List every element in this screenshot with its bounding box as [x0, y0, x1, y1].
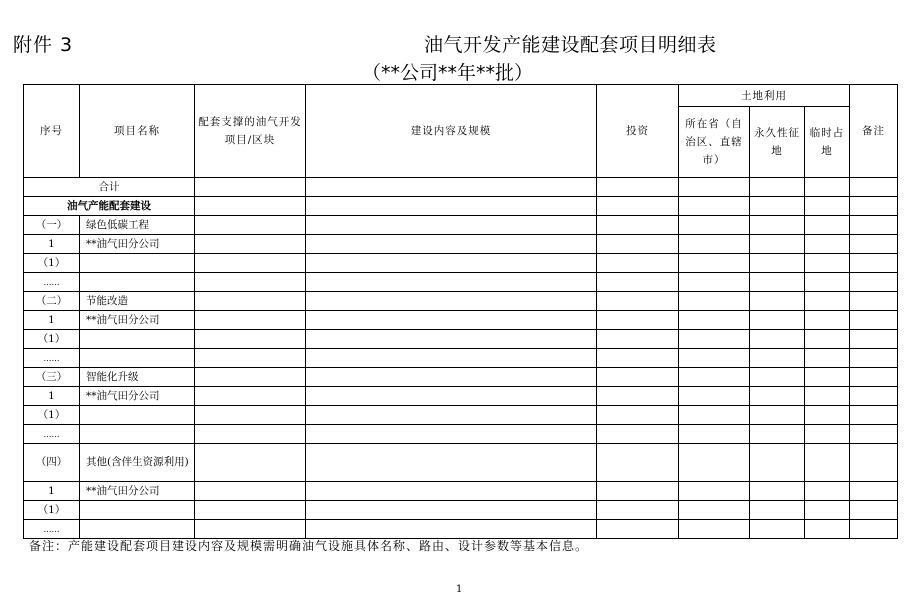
- sub-seq: （1）: [24, 254, 80, 273]
- page-title: 油气开发产能建设配套项目明细表: [424, 34, 717, 56]
- group-name: 其他(含伴生资源利用): [80, 444, 195, 482]
- sub-seq: （1）: [24, 406, 80, 425]
- table-row: [24, 444, 898, 482]
- ellipsis: ……: [24, 349, 80, 368]
- table-row: [24, 178, 898, 197]
- item-name: **油气田分公司: [80, 235, 195, 254]
- group-name: 智能化升级: [80, 368, 195, 387]
- page-subtitle: （**公司**年**批）: [362, 62, 534, 84]
- group-name: 绿色低碳工程: [80, 216, 195, 235]
- table-row: [24, 273, 898, 292]
- attachment-label: 附件 3: [13, 34, 74, 56]
- table-row: [24, 197, 898, 216]
- header-temporary: 临时占地: [805, 107, 850, 178]
- sub-seq: （1）: [24, 330, 80, 349]
- ellipsis: ……: [24, 273, 80, 292]
- table-row: [24, 425, 898, 444]
- group-seq: （二）: [24, 292, 80, 311]
- table-row: [24, 482, 898, 501]
- group-seq: （一）: [24, 216, 80, 235]
- total-label: 合计: [24, 178, 195, 197]
- footnote: 备注：产能建设配套项目建设内容及规模需明确油气设施具体名称、路由、设计参数等基本信息。: [29, 539, 589, 553]
- header-supported: 配套支撑的油气开发项目/区块: [195, 85, 306, 178]
- table-row: [24, 311, 898, 330]
- section-label: 油气产能配套建设: [24, 197, 195, 216]
- table-row: [24, 330, 898, 349]
- table-row: [24, 349, 898, 368]
- header-land: 土地利用: [679, 85, 850, 107]
- header-name: 项目名称: [80, 85, 195, 178]
- detail-table: [23, 84, 898, 539]
- group-seq: （四）: [24, 444, 80, 482]
- ellipsis: ……: [24, 425, 80, 444]
- group-name: 节能改造: [80, 292, 195, 311]
- header-permanent: 永久性征地: [750, 107, 805, 178]
- table-row: [24, 235, 898, 254]
- table-row: [24, 292, 898, 311]
- table-row: [24, 520, 898, 539]
- item-name: **油气田分公司: [80, 482, 195, 501]
- item-seq: 1: [24, 482, 80, 501]
- item-seq: 1: [24, 235, 80, 254]
- table-row: [24, 216, 898, 235]
- item-seq: 1: [24, 311, 80, 330]
- item-seq: 1: [24, 387, 80, 406]
- header-invest: 投资: [597, 85, 679, 178]
- table-row: [24, 501, 898, 520]
- table-row: [24, 368, 898, 387]
- sub-seq: （1）: [24, 501, 80, 520]
- header-remark: 备注: [850, 85, 898, 178]
- item-name: **油气田分公司: [80, 387, 195, 406]
- header-content: 建设内容及规模: [306, 85, 597, 178]
- item-name: **油气田分公司: [80, 311, 195, 330]
- ellipsis: ……: [24, 520, 80, 539]
- header-province: 所在省（自治区、直辖市）: [679, 107, 750, 178]
- table-row: [24, 406, 898, 425]
- table-row: [24, 387, 898, 406]
- page-number: 1: [456, 584, 463, 595]
- header-seq: 序号: [24, 85, 80, 178]
- group-seq: （三）: [24, 368, 80, 387]
- table-row: [24, 254, 898, 273]
